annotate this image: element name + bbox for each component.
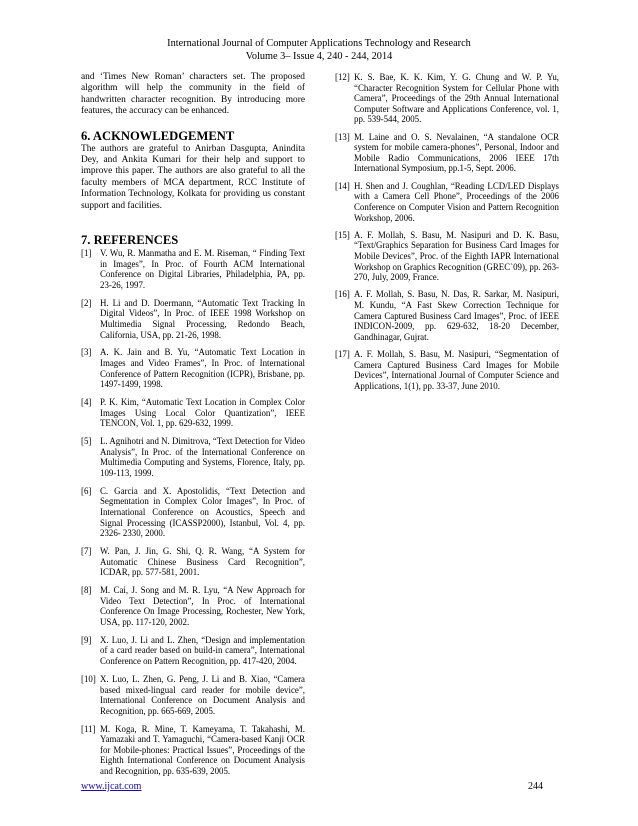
reference-text: M. Koga, R. Mine, T. Kameyama, T. Takahashi, M. Yamazaki and T. Yamaguchi, “Camera-based Kanji OCR for Mobile-phones: Practical Issues”, Proceedings of the Eighth International Conference on Document Analysis and Recognition, pp. 635-639, 2005. (100, 723, 305, 776)
reference-text: A. F. Mollah, S. Basu, M. Nasipuri, “Segmentation of Camera Captured Business Card Images for Mobile Devices”, International Journal of Computer Science and Applications, 1(1), pp. 33-37, June 2010. (354, 349, 559, 391)
journal-header (0, 37, 638, 63)
reference-item (81, 347, 305, 389)
reference-number: [14] (335, 180, 350, 191)
left-column (81, 72, 305, 784)
reference-text: M. Cai, J. Song and M. R. Lyu, “A New Approach for Video Text Detection”, In Proc. of International Conference On Image Processing, Rochester, New York, USA, pp. 117-120, 2002. (100, 585, 305, 627)
reference-item (81, 724, 305, 777)
reference-text: C. Garcia and X. Apostolidis, “Text Detection and Segmentation in Complex Color Images”, In Proc. of International Conference on Acoustics, Speech and Signal Processing (ICASSP2000), Istanbul, Vol. 4, pp. 2326- 2330, 2000. (100, 485, 305, 539)
reference-number: [4] (81, 397, 92, 408)
acknowledgement-heading: 6. ACKNOWLEDGEMENT (81, 128, 235, 143)
reference-number: [16] (335, 289, 350, 300)
reference-number: [8] (81, 585, 92, 596)
intro-paragraph: and ‘Times New Roman’ characters set. The proposed algorithm will help the community in the field of handwritten character recognition. By introducing more features, the accuracy can be enhanced. (81, 72, 305, 117)
reference-text: P. K. Kim, “Automatic Text Location in Complex Color Images Using Local Color Quantization”, IEEE TENCON, Vol. 1, pp. 629-632, 1999. (100, 397, 305, 429)
reference-text: A. F. Mollah, S. Basu, N. Das, R. Sarkar, M. Nasipuri, M. Kundu, “A Fast Skew Correction Technique for Camera Captured Business Card Images”, Proc. of IEEE INDICON-2009, pp. 629-632, 18-20 December, Gandhinagar, Gujrat. (354, 289, 559, 342)
reference-item (335, 72, 559, 125)
reference-number: [10] (81, 673, 96, 684)
reference-number: [15] (335, 229, 350, 240)
reference-number: [9] (81, 634, 92, 645)
reference-number: [7] (81, 546, 92, 557)
page-number: 244 (528, 781, 543, 792)
reference-number: [13] (335, 131, 350, 142)
reference-text: M. Laine and O. S. Nevalainen, “A standalone OCR system for mobile camera-phones”, Personal, Indoor and Mobile Radio Communications, 2006 IEEE 17th International Symposium, pp.1-5, Sept. 2006. (354, 131, 559, 174)
right-column (335, 72, 559, 398)
journal-website-link[interactable]: www.ijcat.com (81, 781, 142, 792)
references-list-right (335, 72, 559, 391)
reference-text: V. Wu, R. Manmatha and E. M. Riseman, “ Finding Text in Images”, In Proc. of Fourth ACM International Conference on Digital Libraries, Philadelphia, PA, pp. 23-26, 1997. (100, 248, 305, 290)
journal-volume: Volume 3– Issue 4, 240 - 244, 2014 (245, 51, 393, 62)
reference-text: A. F. Mollah, S. Basu, M. Nasipuri and D. K. Basu, “Text/Graphics Separation for Business Card Images for Mobile Devices”, Proc. of the Eighth IAPR International Workshop on Graphics Recognition (GREC`09), pp. 263-270, July, 2009, France. (354, 229, 559, 283)
reference-item (81, 248, 305, 290)
reference-text: X. Luo, J. Li and L. Zhen, “Design and implementation of a card reader based on build-in camera”, International Conference on Pattern Recognition, pp. 417-420, 2004. (100, 634, 305, 667)
reference-number: [5] (81, 436, 92, 447)
reference-number: [11] (81, 723, 96, 734)
reference-item (81, 486, 305, 539)
reference-item (81, 397, 305, 429)
reference-item (81, 635, 305, 667)
reference-item (335, 349, 559, 391)
reference-item (335, 132, 559, 174)
reference-item (81, 298, 305, 340)
reference-text: W. Pan, J. Jin, G. Shi, Q. R. Wang, “A System for Automatic Chinese Business Card Recognition”, ICDAR, pp. 577-581, 2001. (100, 546, 305, 578)
reference-item (335, 230, 559, 283)
reference-item (81, 546, 305, 578)
reference-number: [3] (81, 347, 92, 358)
reference-text: L. Agnihotri and N. Dimitrova, “Text Detection for Video Analysis”, In Proc. of the International Conference on Multimedia Computing and Systems, Florence, Italy, pp. 109-113, 1999. (100, 436, 305, 478)
references-list-left (81, 248, 305, 777)
reference-item (335, 181, 559, 223)
reference-number: [2] (81, 297, 92, 308)
reference-text: H. Shen and J. Coughlan, “Reading LCD/LED Displays with a Camera Cell Phone”, Proceedings of the 2006 Conference on Computer Vision and Pattern Recognition Workshop, 2006. (354, 180, 559, 223)
references-heading: 7. REFERENCES (81, 233, 179, 248)
journal-title: International Journal of Computer Applications Technology and Research (167, 38, 471, 49)
reference-number: [12] (335, 72, 350, 82)
reference-item (335, 289, 559, 342)
reference-number: [1] (81, 248, 92, 259)
reference-item (81, 585, 305, 627)
reference-text: A. K. Jain and B. Yu, “Automatic Text Location in Images and Video Frames”, In Proc. of International Conference of Pattern Recognition (ICPR), Brisbane, pp. 1497-1499, 1998. (100, 347, 305, 390)
reference-text: K. S. Bae, K. K. Kim, Y. G. Chung and W. P. Yu, “Character Recognition System for Cellular Phone with Camera”, Proceedings of the 29th Annual International Computer Software and Applications Conference, vol. 1, pp. 539-544, 2005. (354, 72, 559, 125)
acknowledgement-text: The authors are grateful to Anirban Dasgupta, Anindita Dey, and Ankita Kumari for their help and support to improve this paper. The authors are also grateful to all the faculty members of MCA department, RCC Institute of Information Technology, Kolkata for providing us constant support and facilities. (81, 143, 305, 211)
reference-text: X. Luo, L. Zhen, G. Peng, J. Li and B. Xiao, “Camera based mixed-lingual card reader for mobile device”, International Conference on Document Analysis and Recognition, pp. 665-669, 2005. (100, 673, 305, 716)
reference-number: [6] (81, 485, 92, 496)
reference-item (81, 436, 305, 478)
reference-item (81, 674, 305, 716)
reference-text: H. Li and D. Doermann, “Automatic Text Tracking In Digital Videos”, In Proc. of IEEE 1998 Workshop on Multimedia Signal Processing, Redondo Beach, California, USA, pp. 21-26, 1998. (100, 297, 305, 340)
reference-number: [17] (335, 349, 350, 360)
